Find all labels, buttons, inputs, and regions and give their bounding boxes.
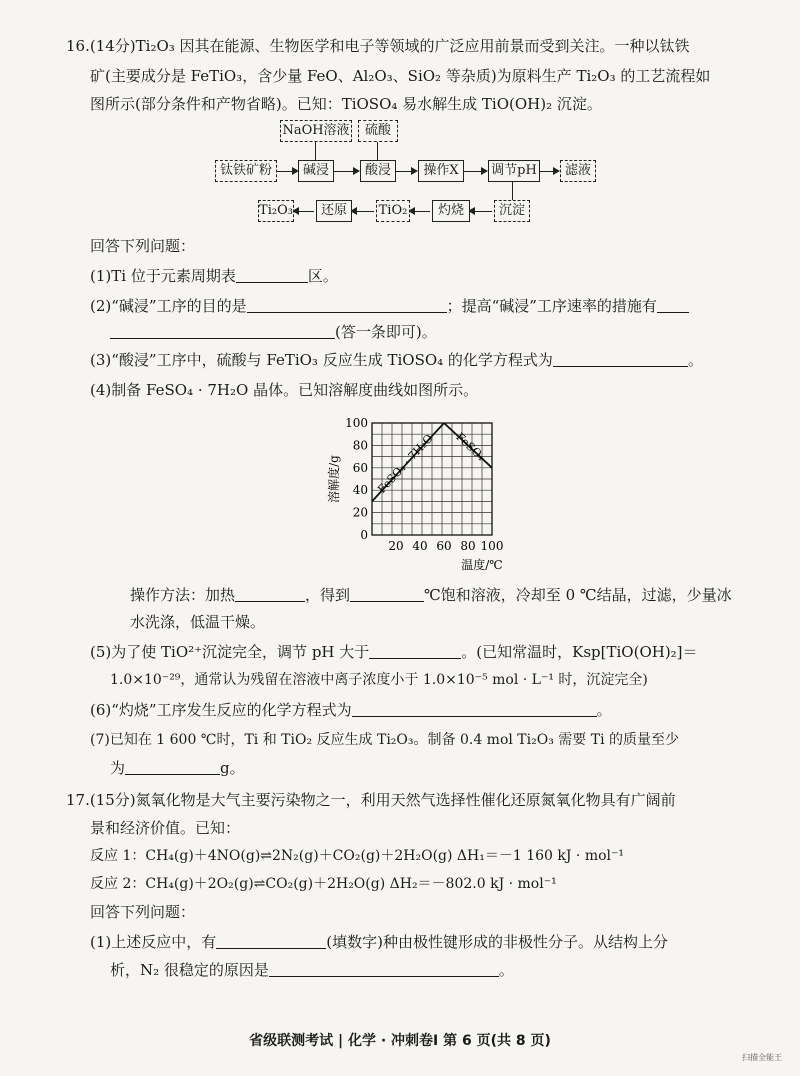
x-axis-title: 温度/℃: [461, 558, 503, 572]
y-axis-title: 溶解度/g: [327, 455, 341, 503]
q16-answer-heading: 回答下列问题：: [90, 237, 196, 255]
alkali-leach-box: 碱浸: [298, 160, 334, 182]
q16-2b: (答一条即可)。: [110, 322, 437, 342]
q17-answer-heading: 回答下列问题：: [90, 903, 196, 921]
solubility-chart: [322, 410, 522, 582]
adjust-ph-box: 调节pH: [488, 160, 540, 182]
sulfuric-acid-box: 硫酸: [358, 120, 398, 142]
ti2o3-box: Ti₂O₃: [258, 200, 294, 222]
q16-6: (6)“灼烧”工序发生反应的化学方程式为 。: [90, 701, 612, 719]
q16-7: (7)已知在 1 600 ℃时，Ti 和 TiO₂ 反应生成 Ti₂O₃。制备 0.4 mol Ti₂O₃ 需要 Ti 的质量至少: [90, 732, 679, 748]
series-label-2: FeSO₄: [453, 430, 488, 464]
y-tick-label: 40: [352, 483, 368, 498]
q17-line2: 景和经济价值。已知：: [90, 819, 241, 837]
q16-3: (3)“酸浸”工序中，硫酸与 FeTiO₃ 反应生成 TiOSO₄ 的化学方程式为 。: [90, 351, 703, 369]
q16-line1: 16.(14分)Ti₂O₃ 因其在能源、生物医学和电子等领域的广泛应用前景而受到关注。一种以钛铁: [66, 37, 690, 55]
operation-x-box: 操作X: [418, 160, 464, 182]
y-tick-label: 60: [352, 460, 368, 475]
q16-4-method: 操作方法：加热 ，得到 ℃饱和溶液，冷却至 0 ℃结晶，过滤，少量冰: [130, 586, 732, 604]
x-tick-label: 20: [388, 539, 404, 553]
q16-5: (5)为了使 TiO²⁺沉淀完全，调节 pH 大于 。(已知常温时，Ksp[TiO(OH)₂]＝: [90, 643, 698, 661]
series-label-1: FeSO₄ · 7H₂O: [375, 431, 436, 496]
x-tick-label: 80: [460, 539, 476, 553]
q17-reaction1: 反应 1：CH₄(g)＋4NO(g)⇌2N₂(g)＋CO₂(g)＋2H₂O(g) ΔH₁＝－1 160 kJ · mol⁻¹: [90, 848, 625, 864]
q16-4: (4)制备 FeSO₄ · 7H₂O 晶体。已知溶解度曲线如图所示。: [90, 381, 479, 399]
reduce-box: 还原: [316, 200, 352, 222]
q16-5b: 1.0×10⁻²⁹，通常认为残留在溶液中离子浓度小于 1.0×10⁻⁵ mol · L⁻¹ 时，沉淀完全): [110, 672, 648, 688]
naoh-solution-box: NaOH溶液: [280, 120, 352, 142]
calcine-box: 灼烧: [432, 200, 470, 222]
scanner-watermark: 扫描全能王: [742, 1053, 782, 1062]
q16-line3: 图所示(部分条件和产物省略)。已知：TiOSO₄ 易水解生成 TiO(OH)₂ 沉淀。: [90, 95, 602, 113]
acid-leach-box: 酸浸: [360, 160, 396, 182]
q16-1: (1)Ti 位于元素周期表 区。: [90, 267, 338, 285]
y-tick-label: 100: [345, 416, 368, 430]
q16-4-method2: 水洗涤，低温干燥。: [130, 613, 266, 631]
filtrate-box: 滤液: [560, 160, 596, 182]
x-tick-label: 40: [412, 539, 428, 553]
y-tick-label: 20: [352, 505, 368, 520]
ore-powder-box: 钛铁矿粉: [215, 160, 277, 182]
q17-1b: 析，N₂ 很稳定的原因是 。: [110, 961, 514, 979]
x-tick-label: 100: [480, 539, 504, 553]
q17-1: (1)上述反应中，有 (填数字)种由极性键形成的非极性分子。从结构上分: [90, 933, 668, 951]
tio2-box: TiO₂: [376, 200, 410, 222]
q16-7b: 为 g。: [110, 759, 245, 777]
x-tick-label: 60: [436, 539, 452, 553]
y-tick-label: 80: [352, 438, 368, 453]
q16-line2: 矿(主要成分是 FeTiO₃，含少量 FeO、Al₂O₃、SiO₂ 等杂质)为原料生产 Ti₂O₃ 的工艺流程如: [90, 67, 711, 85]
q17-reaction2: 反应 2：CH₄(g)＋2O₂(g)⇌CO₂(g)＋2H₂O(g) ΔH₂＝－802.0 kJ · mol⁻¹: [90, 876, 557, 892]
page-footer: 省级联测考试 | 化学 · 冲刺卷Ⅰ 第 6 页(共 8 页): [249, 1033, 551, 1049]
q17-line1: 17.(15分)氮氧化物是大气主要污染物之一，利用天然气选择性催化还原氮氧化物具有广阔前: [66, 791, 676, 809]
y-tick-label: 0: [360, 528, 368, 542]
precipitate-box: 沉淀: [494, 200, 530, 222]
q16-2: (2)“碱浸”工序的目的是 ；提高“碱浸”工序速率的措施有: [90, 296, 689, 316]
